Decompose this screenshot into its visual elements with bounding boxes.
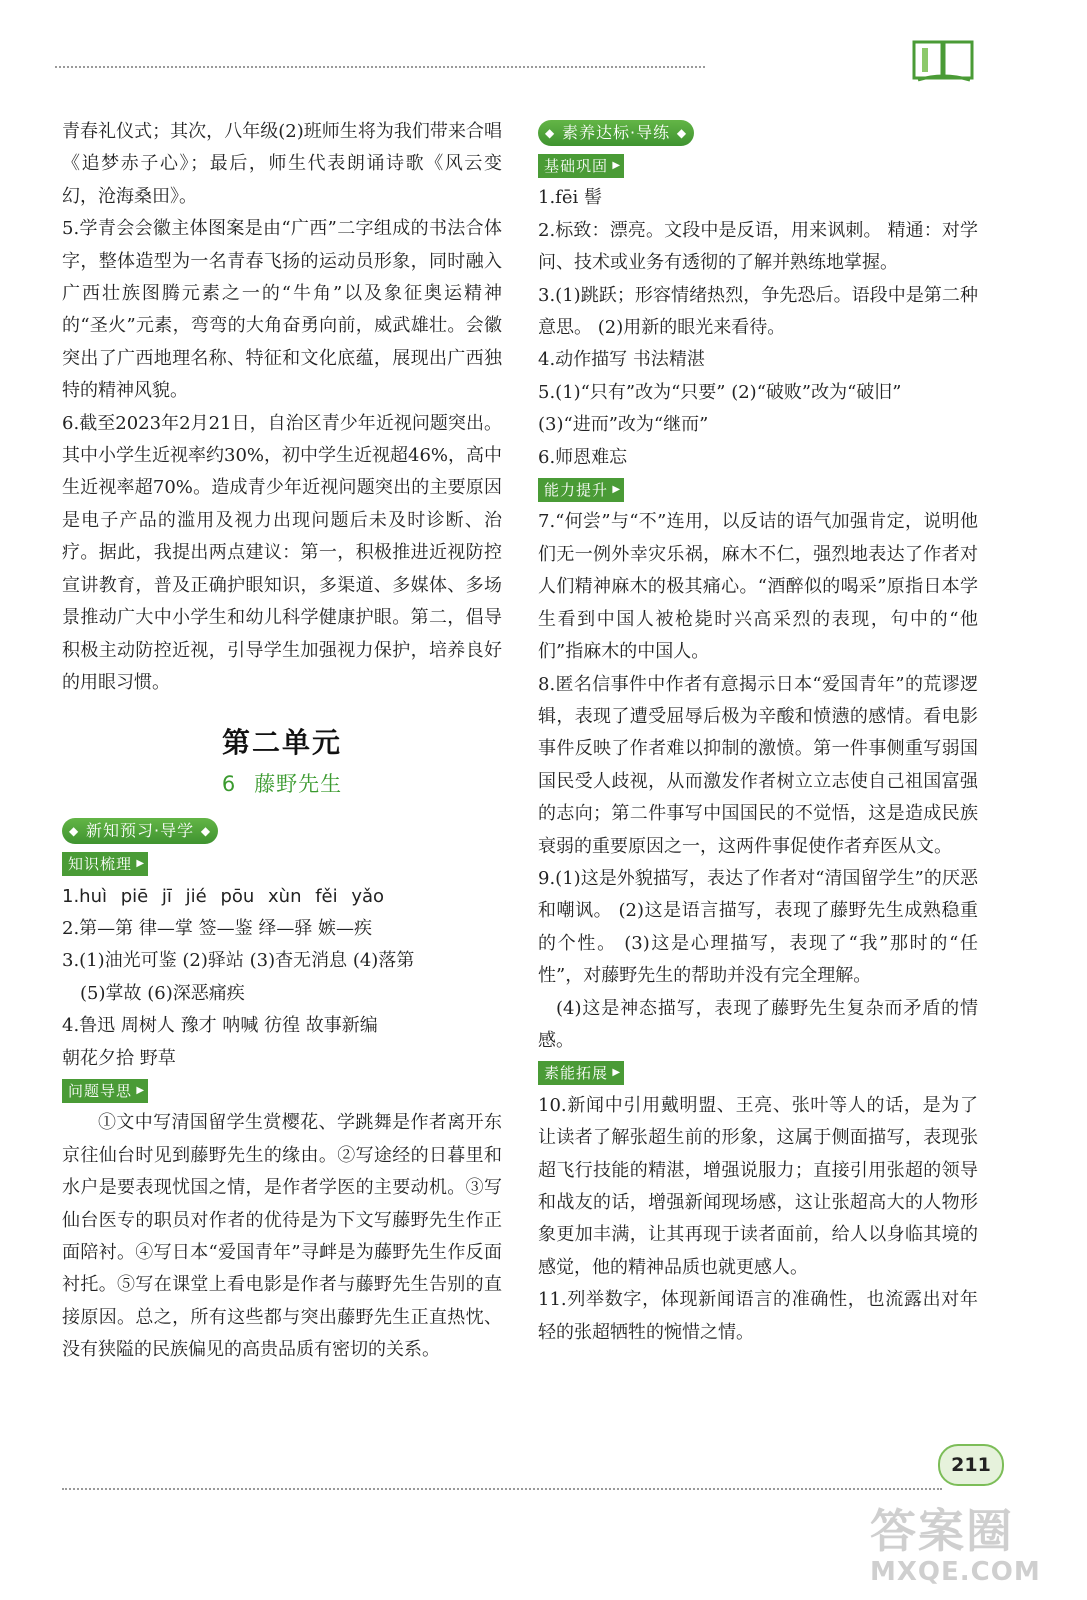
answer-7: 7.“何尝”与“不”连用，以反诘的语气加强肯定，说明他们无一例外幸灾乐祸，麻木不仁，强烈地表达了作者对人们精神麻木的极其痛心。“酒醉似的喝采”原指日本学生看到中国人被枪毙时兴高采烈的表现，句中的“他们”指麻木的中国人。 [538, 511, 978, 663]
tag-question: 问题导思 ▶ [62, 1079, 148, 1103]
answer-5r-b: (3)“进而”改为“继而” [538, 414, 709, 436]
lesson-title [62, 768, 502, 800]
knowledge-4: 4.鲁迅 周树人 豫才 呐喊 彷徨 故事新编 [62, 1015, 378, 1037]
tag-basic: 基础巩固 ▶ [538, 154, 624, 178]
answer-9b: (4)这是神态描写，表现了藤野先生复杂而矛盾的情感。 [538, 997, 978, 1051]
answer-1: 1.fēi 髻 [538, 187, 602, 209]
section-banner-practice: ◆ 素养达标·导练 ◆ [538, 120, 694, 146]
watermark-en: MXQE.COM [870, 1557, 1041, 1587]
tag-ability: 能力提升 ▶ [538, 478, 624, 502]
question-guide: ①文中写清国留学生赏樱花、学跳舞是作者离开东京往仙台时见到藤野先生的缘由。②写途经的日暮里和水户是要表现忧国之情，是作者学医的主要动机。③写仙台医专的职员对作者的优待是为下文写藤野先生作正面陪衬。④写日本“爱国青年”寻衅是为藤野先生作反面衬托。⑤写在课堂上看电影是作者与藤野先生告别的直接原因。总之，所有这些都与突出藤野先生正直热忱、没有狭隘的民族偏见的高贵品质有密切的关系。 [62, 1112, 502, 1361]
footer-dotted-rule [62, 1488, 942, 1490]
answer-10: 10.新闻中引用戴明盟、王亮、张叶等人的话，是为了让读者了解张超生前的形象，这属于侧面描写，表现张超飞行技能的精湛，增强说服力；直接引用张超的领导和战友的话，增强新闻现场感，这让张超高大的人物形象更加丰满，让其再现于读者面前，给人以身临其境的感觉，他的精神品质也就更感人。 [538, 1094, 978, 1278]
knowledge-3: 3.(1)油光可鉴 (2)驿站 (3)杳无消息 (4)落第 [62, 950, 415, 972]
right-column [538, 116, 978, 1349]
page-number: 211 [938, 1444, 1004, 1486]
answer-5: 5.学青会会徽主体图案是由“广西”二字组成的书法合体字，整体造型为一名青春飞扬的运动员形象，同时融入广西壮族图腾元素之一的“牛角”以及象征奥运精神的“圣火”元素，弯弯的大角奋勇向前，威武雄壮。会徽突出了广西地理名称、特征和文化底蕴，展现出广西独特的精神风貌。 [62, 218, 502, 402]
watermark-cn: 答案圈 [870, 1504, 1014, 1558]
answer-5r: 5.(1)“只有”改为“只要” (2)“破败”改为“破旧” [538, 381, 902, 403]
book-icon [912, 36, 974, 84]
answer-6: 6.截至2023年2月21日，自治区青少年近视问题突出。其中小学生近视率约30%，初中学生近视超46%，高中生近视率超70%。造成青少年近视问题突出的主要原因是电子产品的滥用及视力出现问题后未及时诊断、治疗。据此，我提出两点建议：第一，积极推进近视防控宣讲教育，普及正确护眼知识，多渠道、多媒体、多场景推动广大中小学生和幼儿科学健康护眼。第二，倡导积极主动防控近视，引导学生加强视力保护，培养良好的用眼习惯。 [62, 412, 503, 693]
answer-8: 8.匿名信事件中作者有意揭示日本“爱国青年”的荒谬逻辑，表现了遭受屈辱后极为辛酸和愤懑的感情。看电影事件反映了作者难以抑制的激愤。第一件事侧重写弱国国民受人歧视，从而激发作者树立立志使自己祖国富强的志向；第二件事写中国国民的不觉悟，这是造成民族衰弱的重要原因之一，这两件事促使作者弃医从文。 [538, 673, 978, 857]
header-dotted-rule [55, 66, 705, 68]
unit-title: 第二单元 [221, 726, 342, 760]
left-column [62, 116, 502, 1367]
knowledge-3b: (5)掌故 (6)深恶痛疾 [80, 982, 245, 1004]
intro-paragraph: 青春礼仪式；其次，八年级(2)班师生将为我们带来合唱《追梦赤子心》；最后，师生代表朗诵诗歌《风云变幻，沧海桑田》。 [62, 121, 502, 207]
answer-2: 2.标致：漂亮。文段中是反语，用来讽刺。 精通：对学问、技术或业务有透彻的了解并熟练地掌握。 [538, 219, 978, 274]
lesson-number: 6 [221, 771, 237, 796]
answer-11: 11.列举数字，体现新闻语言的准确性，也流露出对年轻的张超牺牲的惋惜之情。 [538, 1289, 978, 1343]
answer-6r: 6.师恩难忘 [538, 446, 628, 468]
answer-9: 9.(1)这是外貌描写，表达了作者对“清国留学生”的厌恶和嘲讽。 (2)这是语言描写，表现了藤野先生成熟稳重的个性。 (3)这是心理描写，表现了“我”那时的“任性”，对藤野先生的帮助并没有完全理解。 [538, 867, 978, 987]
knowledge-4b: 朝花夕拾 野草 [62, 1047, 176, 1069]
answer-4: 4.动作描写 书法精湛 [538, 349, 705, 371]
tag-extension: 素能拓展 ▶ [538, 1061, 624, 1085]
tag-knowledge: 知识梳理 ▶ [62, 852, 148, 876]
knowledge-2: 2.第—第 律—掌 签—鉴 绎—驿 嫉—疾 [62, 917, 373, 939]
section-banner-preview: ◆ 新知预习·导学 ◆ [62, 818, 218, 844]
lesson-name: 藤野先生 [254, 771, 343, 796]
answer-3: 3.(1)跳跃；形容情绪热烈，争先恐后。语段中是第二种意思。 (2)用新的眼光来看待。 [538, 284, 978, 339]
watermark [870, 1505, 1070, 1587]
knowledge-1: 1.huì piē jī jié pōu xùn fěi yǎo [62, 885, 385, 907]
